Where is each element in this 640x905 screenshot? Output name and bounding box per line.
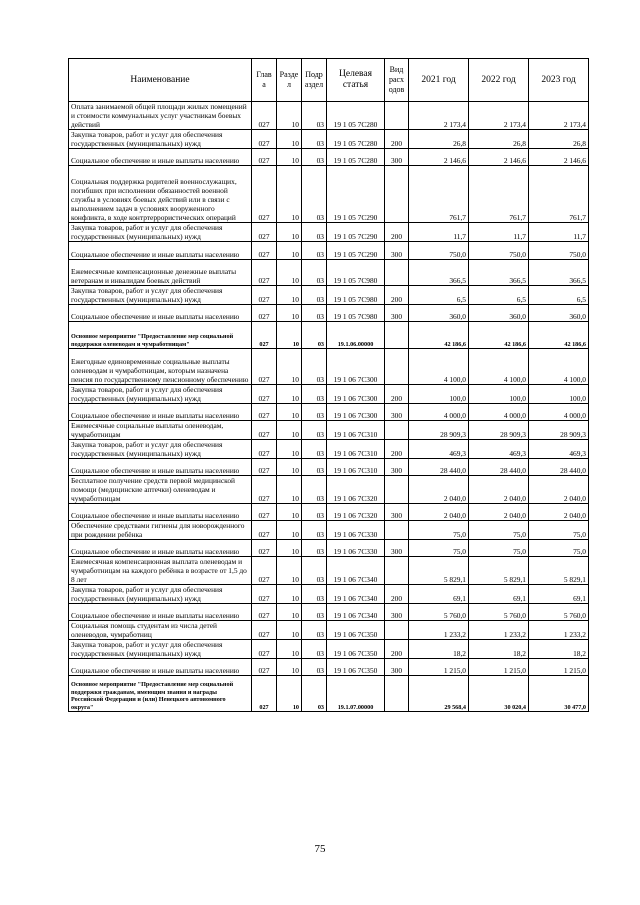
row-podrazdel-cell: 03 (302, 242, 327, 260)
row-glava-cell: 027 (252, 421, 277, 440)
row-vid-cell (385, 521, 409, 540)
table-row (69, 349, 589, 385)
row-glava-cell: 027 (252, 521, 277, 540)
row-podrazdel-cell: 03 (302, 557, 327, 585)
row-name-cell: Бесплатное получение средств первой медицинской помощи (медицинские аптечки) оленеводам и чумработницам (69, 476, 252, 504)
row-statya-cell: 19 1 05 7С980 (327, 260, 385, 286)
row-2021-cell: 11,7 (409, 223, 469, 242)
row-statya-cell: 19 1 06 7С300 (327, 385, 385, 404)
row-statya-cell: 19 1 06 7С310 (327, 421, 385, 440)
row-2021-cell: 5 829,1 (409, 557, 469, 585)
row-2022-cell: 1 215,0 (469, 659, 529, 676)
row-glava-cell: 027 (252, 149, 277, 166)
row-2022-cell: 42 186,6 (469, 322, 529, 349)
row-2021-cell: 75,0 (409, 540, 469, 557)
row-2021-cell: 4 000,0 (409, 404, 469, 421)
table-row (69, 659, 589, 676)
table-row (69, 322, 589, 349)
row-razdel-cell: 10 (277, 242, 302, 260)
row-name-cell: Социальное обеспечение и иные выплаты населению (69, 604, 252, 621)
row-2021-cell: 28 440,0 (409, 459, 469, 476)
row-vid-cell (385, 322, 409, 349)
row-podrazdel-cell: 03 (302, 621, 327, 640)
row-name-cell: Закупка товаров, работ и услуг для обеспечения государственных (муниципальных) нужд (69, 640, 252, 659)
row-podrazdel-cell: 03 (302, 130, 327, 149)
row-2022-cell: 18,2 (469, 640, 529, 659)
row-name-cell: Социальное обеспечение и иные выплаты населению (69, 242, 252, 260)
row-statya-cell: 19 1 06 7С300 (327, 404, 385, 421)
table-body (69, 102, 589, 712)
row-name-cell: Закупка товаров, работ и услуг для обеспечения государственных (муниципальных) нужд (69, 385, 252, 404)
row-2022-cell: 2 040,0 (469, 476, 529, 504)
row-2023-cell: 100,0 (529, 385, 589, 404)
table-row (69, 540, 589, 557)
row-podrazdel-cell: 03 (302, 604, 327, 621)
row-2021-cell: 26,8 (409, 130, 469, 149)
row-name-cell: Социальное обеспечение и иные выплаты населению (69, 404, 252, 421)
row-glava-cell: 027 (252, 223, 277, 242)
row-vid-cell: 300 (385, 459, 409, 476)
row-2021-cell: 2 146,6 (409, 149, 469, 166)
row-podrazdel-cell: 03 (302, 640, 327, 659)
table-row (69, 102, 589, 130)
row-2022-cell: 366,5 (469, 260, 529, 286)
row-podrazdel-cell: 03 (302, 459, 327, 476)
row-razdel-cell: 10 (277, 585, 302, 604)
row-2023-cell: 1 233,2 (529, 621, 589, 640)
row-2022-cell: 4 100,0 (469, 349, 529, 385)
row-name-cell: Обеспечение средствами гигиены для новорожденного при рождении ребёнка (69, 521, 252, 540)
row-vid-cell: 300 (385, 305, 409, 322)
page-number: 75 (314, 843, 326, 855)
row-razdel-cell: 10 (277, 421, 302, 440)
row-glava-cell: 027 (252, 659, 277, 676)
row-vid-cell (385, 621, 409, 640)
row-razdel-cell: 10 (277, 521, 302, 540)
row-razdel-cell: 10 (277, 504, 302, 521)
row-razdel-cell: 10 (277, 557, 302, 585)
row-razdel-cell: 10 (277, 305, 302, 322)
row-2022-cell: 2 040,0 (469, 504, 529, 521)
table-row (69, 149, 589, 166)
row-vid-cell: 200 (385, 286, 409, 305)
row-statya-cell: 19 1 05 7С280 (327, 130, 385, 149)
row-name-cell: Социальное обеспечение и иные выплаты населению (69, 305, 252, 322)
row-2022-cell: 11,7 (469, 223, 529, 242)
table-row (69, 504, 589, 521)
row-2023-cell: 5 760,0 (529, 604, 589, 621)
table-row (69, 242, 589, 260)
header-2021: 2021 год (409, 59, 469, 102)
row-vid-cell: 300 (385, 504, 409, 521)
row-2023-cell: 4 100,0 (529, 349, 589, 385)
row-statya-cell: 19 1 06 7С310 (327, 440, 385, 459)
row-podrazdel-cell: 03 (302, 385, 327, 404)
row-2021-cell: 750,0 (409, 242, 469, 260)
table-row (69, 404, 589, 421)
row-name-cell: Ежемесячные компенсационные денежные выплаты ветеранам и инвалидам боевых действий (69, 260, 252, 286)
row-name-cell: Социальное обеспечение и иные выплаты населению (69, 504, 252, 521)
row-2022-cell: 75,0 (469, 540, 529, 557)
row-2022-cell: 69,1 (469, 585, 529, 604)
row-2022-cell: 360,0 (469, 305, 529, 322)
row-razdel-cell: 10 (277, 149, 302, 166)
row-name-cell: Ежемесячные социальные выплаты оленеводам, чумработницам (69, 421, 252, 440)
table-row (69, 166, 589, 223)
row-2021-cell: 761,7 (409, 166, 469, 223)
table-row (69, 604, 589, 621)
row-podrazdel-cell: 03 (302, 540, 327, 557)
row-razdel-cell: 10 (277, 659, 302, 676)
row-2021-cell: 29 568,4 (409, 676, 469, 712)
row-vid-cell: 300 (385, 242, 409, 260)
row-razdel-cell: 10 (277, 260, 302, 286)
row-glava-cell: 027 (252, 676, 277, 712)
row-name-cell: Социальное обеспечение и иные выплаты населению (69, 149, 252, 166)
row-2023-cell: 1 215,0 (529, 659, 589, 676)
row-podrazdel-cell: 03 (302, 476, 327, 504)
row-name-cell: Оплата занимаемой общей площади жилых помещений и стоимости коммунальных услуг участникам боевых действий (69, 102, 252, 130)
row-podrazdel-cell: 03 (302, 504, 327, 521)
row-glava-cell: 027 (252, 130, 277, 149)
row-2023-cell: 2 146,6 (529, 149, 589, 166)
row-vid-cell: 200 (385, 130, 409, 149)
row-razdel-cell: 10 (277, 166, 302, 223)
row-2022-cell: 750,0 (469, 242, 529, 260)
row-podrazdel-cell: 03 (302, 349, 327, 385)
row-glava-cell: 027 (252, 260, 277, 286)
row-glava-cell: 027 (252, 286, 277, 305)
row-razdel-cell: 10 (277, 349, 302, 385)
row-2022-cell: 2 146,6 (469, 149, 529, 166)
row-2022-cell: 26,8 (469, 130, 529, 149)
table-row (69, 421, 589, 440)
budget-table (68, 58, 589, 712)
row-2021-cell: 42 186,6 (409, 322, 469, 349)
row-glava-cell: 027 (252, 305, 277, 322)
row-2022-cell: 2 173,4 (469, 102, 529, 130)
row-vid-cell: 300 (385, 149, 409, 166)
row-2021-cell: 18,2 (409, 640, 469, 659)
row-razdel-cell: 10 (277, 385, 302, 404)
row-statya-cell: 19 1 06 7С340 (327, 557, 385, 585)
row-razdel-cell: 10 (277, 404, 302, 421)
row-podrazdel-cell: 03 (302, 260, 327, 286)
row-razdel-cell: 10 (277, 640, 302, 659)
row-vid-cell (385, 476, 409, 504)
header-razdel: Разде л (277, 59, 302, 102)
row-podrazdel-cell: 03 (302, 223, 327, 242)
table-header-row (69, 59, 589, 102)
row-2023-cell: 18,2 (529, 640, 589, 659)
row-podrazdel-cell: 03 (302, 286, 327, 305)
row-razdel-cell: 10 (277, 621, 302, 640)
row-glava-cell: 027 (252, 621, 277, 640)
row-vid-cell: 300 (385, 404, 409, 421)
row-glava-cell: 027 (252, 540, 277, 557)
row-podrazdel-cell: 03 (302, 585, 327, 604)
row-podrazdel-cell: 03 (302, 102, 327, 130)
row-2021-cell: 2 173,4 (409, 102, 469, 130)
row-statya-cell: 19 1 05 7С980 (327, 286, 385, 305)
row-2022-cell: 1 233,2 (469, 621, 529, 640)
row-vid-cell (385, 421, 409, 440)
row-2021-cell: 360,0 (409, 305, 469, 322)
row-2023-cell: 6,5 (529, 286, 589, 305)
row-statya-cell: 19 1 06 7С350 (327, 659, 385, 676)
row-2021-cell: 75,0 (409, 521, 469, 540)
row-vid-cell: 200 (385, 440, 409, 459)
row-statya-cell: 19.1.07.00000 (327, 676, 385, 712)
row-podrazdel-cell: 03 (302, 322, 327, 349)
row-2023-cell: 750,0 (529, 242, 589, 260)
row-2023-cell: 2 040,0 (529, 476, 589, 504)
row-vid-cell (385, 166, 409, 223)
row-2021-cell: 5 760,0 (409, 604, 469, 621)
row-name-cell: Закупка товаров, работ и услуг для обеспечения государственных (муниципальных) нужд (69, 130, 252, 149)
table-row (69, 676, 589, 712)
row-2023-cell: 30 477,0 (529, 676, 589, 712)
row-glava-cell: 027 (252, 349, 277, 385)
row-vid-cell (385, 676, 409, 712)
row-2022-cell: 30 020,4 (469, 676, 529, 712)
row-glava-cell: 027 (252, 557, 277, 585)
row-glava-cell: 027 (252, 322, 277, 349)
row-statya-cell: 19 1 05 7С290 (327, 223, 385, 242)
row-name-cell: Закупка товаров, работ и услуг для обеспечения государственных (муниципальных) нужд (69, 440, 252, 459)
table-row (69, 223, 589, 242)
row-2021-cell: 1 215,0 (409, 659, 469, 676)
row-podrazdel-cell: 03 (302, 166, 327, 223)
row-glava-cell: 027 (252, 585, 277, 604)
row-glava-cell: 027 (252, 504, 277, 521)
row-statya-cell: 19 1 05 7С280 (327, 149, 385, 166)
row-2022-cell: 100,0 (469, 385, 529, 404)
row-razdel-cell: 10 (277, 676, 302, 712)
row-2022-cell: 469,3 (469, 440, 529, 459)
row-2021-cell: 469,3 (409, 440, 469, 459)
row-statya-cell: 19 1 06 7С330 (327, 521, 385, 540)
row-2023-cell: 2 173,4 (529, 102, 589, 130)
table-row (69, 260, 589, 286)
row-name-cell: Социальное обеспечение и иные выплаты населению (69, 659, 252, 676)
header-name: Наименование (69, 59, 252, 102)
row-vid-cell: 200 (385, 585, 409, 604)
table-row (69, 440, 589, 459)
table-row (69, 640, 589, 659)
row-glava-cell: 027 (252, 440, 277, 459)
row-podrazdel-cell: 03 (302, 149, 327, 166)
row-2021-cell: 69,1 (409, 585, 469, 604)
row-statya-cell: 19 1 05 7С980 (327, 305, 385, 322)
header-vid: Вид расх одов (385, 59, 409, 102)
row-2023-cell: 28 440,0 (529, 459, 589, 476)
table-row (69, 459, 589, 476)
row-razdel-cell: 10 (277, 130, 302, 149)
table-row (69, 385, 589, 404)
table-row (69, 585, 589, 604)
row-razdel-cell: 10 (277, 476, 302, 504)
row-2023-cell: 4 000,0 (529, 404, 589, 421)
row-glava-cell: 027 (252, 476, 277, 504)
row-vid-cell (385, 260, 409, 286)
row-statya-cell: 19.1.06.00000 (327, 322, 385, 349)
table-row (69, 130, 589, 149)
row-name-cell: Социальное обеспечение и иные выплаты населению (69, 540, 252, 557)
row-razdel-cell: 10 (277, 102, 302, 130)
row-razdel-cell: 10 (277, 322, 302, 349)
row-glava-cell: 027 (252, 242, 277, 260)
table-row (69, 557, 589, 585)
header-2023: 2023 год (529, 59, 589, 102)
row-statya-cell: 19 1 06 7С310 (327, 459, 385, 476)
row-podrazdel-cell: 03 (302, 440, 327, 459)
row-2022-cell: 6,5 (469, 286, 529, 305)
row-statya-cell: 19 1 06 7С350 (327, 640, 385, 659)
row-2023-cell: 75,0 (529, 521, 589, 540)
row-glava-cell: 027 (252, 404, 277, 421)
row-vid-cell: 200 (385, 640, 409, 659)
row-glava-cell: 027 (252, 385, 277, 404)
row-name-cell: Социальная помощь студентам из числа детей оленеводов, чумработниц (69, 621, 252, 640)
row-2022-cell: 5 829,1 (469, 557, 529, 585)
row-vid-cell: 200 (385, 223, 409, 242)
row-razdel-cell: 10 (277, 604, 302, 621)
row-statya-cell: 19 1 05 7С290 (327, 242, 385, 260)
row-2022-cell: 75,0 (469, 521, 529, 540)
row-2023-cell: 42 186,6 (529, 322, 589, 349)
row-vid-cell: 300 (385, 540, 409, 557)
row-2023-cell: 75,0 (529, 540, 589, 557)
row-vid-cell: 300 (385, 604, 409, 621)
row-podrazdel-cell: 03 (302, 404, 327, 421)
row-name-cell: Закупка товаров, работ и услуг для обеспечения государственных (муниципальных) нужд (69, 286, 252, 305)
row-2021-cell: 6,5 (409, 286, 469, 305)
row-2021-cell: 100,0 (409, 385, 469, 404)
row-2021-cell: 4 100,0 (409, 349, 469, 385)
row-podrazdel-cell: 03 (302, 676, 327, 712)
row-2023-cell: 5 829,1 (529, 557, 589, 585)
row-2023-cell: 69,1 (529, 585, 589, 604)
row-2023-cell: 28 909,3 (529, 421, 589, 440)
row-glava-cell: 027 (252, 459, 277, 476)
row-2023-cell: 469,3 (529, 440, 589, 459)
header-statya: Целевая статья (327, 59, 385, 102)
row-2022-cell: 4 000,0 (469, 404, 529, 421)
row-vid-cell (385, 557, 409, 585)
row-statya-cell: 19 1 06 7С330 (327, 540, 385, 557)
row-2023-cell: 26,8 (529, 130, 589, 149)
row-2023-cell: 360,0 (529, 305, 589, 322)
budget-table-page (68, 58, 588, 712)
row-2023-cell: 11,7 (529, 223, 589, 242)
row-podrazdel-cell: 03 (302, 659, 327, 676)
row-2021-cell: 2 040,0 (409, 476, 469, 504)
row-podrazdel-cell: 03 (302, 421, 327, 440)
row-podrazdel-cell: 03 (302, 521, 327, 540)
row-statya-cell: 19 1 05 7С280 (327, 102, 385, 130)
header-glava: Глав а (252, 59, 277, 102)
table-row (69, 621, 589, 640)
table-row (69, 305, 589, 322)
row-name-cell: Социальная поддержка родителей военнослужащих, погибших при исполнении обязанностей военной службы в условиях боевых действий или в связи с выполнением задач в условиях вооруженного конфликта, в ходе контртеррористических операций (69, 166, 252, 223)
row-razdel-cell: 10 (277, 286, 302, 305)
row-statya-cell: 19 1 05 7С290 (327, 166, 385, 223)
table-row (69, 476, 589, 504)
row-razdel-cell: 10 (277, 223, 302, 242)
row-name-cell: Ежемесячная компенсационная выплата оленеводам и чумработницам на каждого ребёнка в возрасте от 1,5 до 8 лет (69, 557, 252, 585)
row-vid-cell (385, 102, 409, 130)
row-name-cell: Ежегодные единовременные социальные выплаты оленеводам и чумработницам, которым назначена пенсия по государственному пенсионному обеспечению (69, 349, 252, 385)
row-name-cell: Социальное обеспечение и иные выплаты населению (69, 459, 252, 476)
row-2022-cell: 5 760,0 (469, 604, 529, 621)
row-2021-cell: 1 233,2 (409, 621, 469, 640)
row-glava-cell: 027 (252, 166, 277, 223)
table-row (69, 286, 589, 305)
row-statya-cell: 19 1 06 7С320 (327, 476, 385, 504)
row-razdel-cell: 10 (277, 540, 302, 557)
row-vid-cell: 200 (385, 385, 409, 404)
header-2022: 2022 год (469, 59, 529, 102)
row-2022-cell: 761,7 (469, 166, 529, 223)
row-name-cell: Закупка товаров, работ и услуг для обеспечения государственных (муниципальных) нужд (69, 585, 252, 604)
table-row (69, 521, 589, 540)
row-razdel-cell: 10 (277, 440, 302, 459)
row-podrazdel-cell: 03 (302, 305, 327, 322)
row-glava-cell: 027 (252, 102, 277, 130)
row-name-cell: Основное мероприятие "Предоставление мер социальной поддержки гражданам, имеющим звания и награды Российской Федерации и (или) Ненецкого автономного округа" (69, 676, 252, 712)
row-2023-cell: 761,7 (529, 166, 589, 223)
row-statya-cell: 19 1 06 7С320 (327, 504, 385, 521)
row-vid-cell (385, 349, 409, 385)
row-razdel-cell: 10 (277, 459, 302, 476)
row-glava-cell: 027 (252, 640, 277, 659)
row-2021-cell: 2 040,0 (409, 504, 469, 521)
row-statya-cell: 19 1 06 7С340 (327, 604, 385, 621)
row-2023-cell: 366,5 (529, 260, 589, 286)
row-statya-cell: 19 1 06 7С340 (327, 585, 385, 604)
row-name-cell: Закупка товаров, работ и услуг для обеспечения государственных (муниципальных) нужд (69, 223, 252, 242)
row-2023-cell: 2 040,0 (529, 504, 589, 521)
header-podrazdel: Подр аздел (302, 59, 327, 102)
row-vid-cell: 300 (385, 659, 409, 676)
row-2021-cell: 28 909,3 (409, 421, 469, 440)
row-2021-cell: 366,5 (409, 260, 469, 286)
row-name-cell: Основное мероприятие "Предоставление мер социальной поддержки оленеводам и чумработницам" (69, 322, 252, 349)
row-statya-cell: 19 1 06 7С300 (327, 349, 385, 385)
row-2022-cell: 28 440,0 (469, 459, 529, 476)
row-2022-cell: 28 909,3 (469, 421, 529, 440)
row-glava-cell: 027 (252, 604, 277, 621)
row-statya-cell: 19 1 06 7С350 (327, 621, 385, 640)
